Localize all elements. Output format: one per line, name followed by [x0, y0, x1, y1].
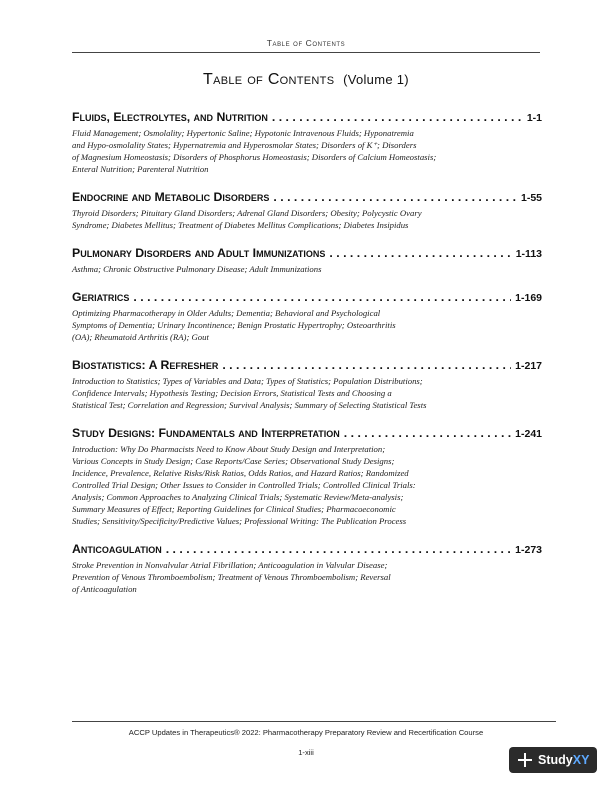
topic-line: Optimizing Pharmacotherapy in Older Adults; Dementia; Behavioral and Psychological	[72, 308, 381, 318]
topic-line: Syndrome; Diabetes Mellitus; Treatment of Diabetes Mellitus Complications; Diabetes Insipidus	[72, 220, 409, 230]
toc-entry-heading[interactable]	[72, 190, 542, 206]
topic-line: Various Concepts in Study Design; Case Reports/Case Series; Observational Study Designs;	[72, 456, 395, 466]
dot-leader	[329, 246, 511, 261]
topic-line: Introduction: Why Do Pharmacists Need to Know About Study Design and Interpretation;	[72, 444, 386, 454]
toc-entry-topics	[72, 307, 542, 343]
topic-line: Statistical Test; Correlation and Regression; Survival Analysis; Summary of Selecting Statistical Tests	[72, 400, 427, 410]
topic-line: Symptoms of Dementia; Urinary Incontinence; Benign Prostatic Hypertrophy; Osteoarthritis	[72, 320, 396, 330]
toc-entry-heading[interactable]	[72, 290, 542, 306]
toc-entry-title[interactable]: Endocrine and Metabolic Disorders	[72, 190, 270, 204]
toc-entry[interactable]	[72, 426, 542, 527]
topic-line: Fluid Management; Osmolality; Hypertonic Saline; Hypotonic Intravenous Fluids; Hyponatremia	[72, 128, 414, 138]
toc-entry-page[interactable]: 1-169	[515, 292, 542, 304]
toc-entry[interactable]	[72, 290, 542, 343]
toc-entry-page[interactable]: 1-1	[526, 112, 542, 124]
toc-entry-title[interactable]: Fluids, Electrolytes, and Nutrition	[72, 110, 268, 124]
toc-entry[interactable]	[72, 190, 542, 231]
topic-line: of Anticoagulation	[72, 584, 137, 594]
header-divider	[72, 52, 540, 53]
toc-list	[72, 110, 542, 610]
toc-entry-page[interactable]: 1-217	[515, 360, 542, 372]
toc-entry-topics	[72, 559, 542, 595]
toc-entry-page[interactable]: 1-273	[515, 544, 542, 556]
toc-entry-title[interactable]: Study Designs: Fundamentals and Interpretation	[72, 426, 340, 440]
toc-entry-title[interactable]: Geriatrics	[72, 290, 130, 304]
topic-line: Introduction to Statistics; Types of Variables and Data; Types of Statistics; Population Distributions;	[72, 376, 423, 386]
footer-divider	[72, 721, 556, 722]
topic-line: Studies; Sensitivity/Specificity/Predictive Values; Professional Writing: The Publication Process	[72, 516, 407, 526]
footer-text: ACCP Updates in Therapeutics® 2022: Pharmacotherapy Preparatory Review and Recertification Course	[128, 728, 484, 737]
toc-entry-title[interactable]: Pulmonary Disorders and Adult Immunizations	[72, 246, 326, 260]
plus-icon	[517, 752, 533, 768]
toc-entry[interactable]	[72, 358, 542, 411]
dot-leader	[272, 110, 523, 125]
dot-leader	[133, 290, 511, 305]
page-number: 1-xiii	[298, 748, 314, 757]
topic-line: Prevention of Venous Thromboembolism; Treatment of Venous Thromboembolism; Reversal	[72, 572, 391, 582]
toc-entry[interactable]	[72, 110, 542, 175]
running-head: Table of Contents	[266, 38, 346, 48]
toc-entry-page[interactable]: 1-113	[515, 248, 542, 260]
dot-leader	[273, 190, 517, 205]
topic-line: Incidence, Prevalence, Relative Risks/Risk Ratios, Odds Ratios, and Hazard Ratios; Randomized	[72, 468, 409, 478]
topic-line: and Hypo-osmolality States; Hypernatremia and Hyperosmolar States; Disorders of K⁺; Disorders	[72, 140, 417, 150]
toc-entry-heading[interactable]	[72, 542, 542, 558]
toc-entry-page[interactable]: 1-241	[515, 428, 542, 440]
toc-entry-topics	[72, 207, 542, 231]
brand-xy: XY	[572, 753, 590, 767]
toc-entry-heading[interactable]	[72, 358, 542, 374]
page-title	[0, 71, 612, 89]
studyxy-watermark[interactable]	[509, 747, 597, 773]
toc-entry-topics	[72, 263, 542, 275]
toc-entry-heading[interactable]	[72, 426, 542, 442]
toc-entry-topics	[72, 443, 542, 527]
brand-study: Study	[538, 753, 573, 767]
volume-label: (Volume 1)	[343, 72, 409, 87]
topic-line: (OA); Rheumatoid Arthritis (RA); Gout	[72, 332, 209, 342]
dot-leader	[222, 358, 511, 373]
toc-entry-heading[interactable]	[72, 246, 542, 262]
dot-leader	[344, 426, 511, 441]
dot-leader	[166, 542, 511, 557]
toc-entry-title[interactable]: Anticoagulation	[72, 542, 162, 556]
page-title-main: Table of Contents	[203, 71, 335, 88]
toc-entry[interactable]	[72, 542, 542, 595]
topic-line: Asthma; Chronic Obstructive Pulmonary Disease; Adult Immunizations	[72, 264, 322, 274]
toc-entry-page[interactable]: 1-55	[520, 192, 542, 204]
topic-line: Thyroid Disorders; Pituitary Gland Disorders; Adrenal Gland Disorders; Obesity; Polycystic Ovary	[72, 208, 422, 218]
topic-line: Summary Measures of Effect; Reporting Guidelines for Clinical Studies; Pharmacoeconomic	[72, 504, 396, 514]
topic-line: Controlled Trial Design; Other Issues to Consider in Controlled Trials; Controlled Clinical Trials:	[72, 480, 416, 490]
topic-line: Stroke Prevention in Nonvalvular Atrial Fibrillation; Anticoagulation in Valvular Disease;	[72, 560, 388, 570]
toc-entry-title[interactable]: Biostatistics: A Refresher	[72, 358, 219, 372]
toc-entry-topics	[72, 127, 542, 175]
topic-line: Confidence Intervals; Hypothesis Testing; Decision Errors, Statistical Tests and Choosing a	[72, 388, 392, 398]
toc-entry-heading[interactable]	[72, 110, 542, 126]
topic-line: of Magnesium Homeostasis; Disorders of Phosphorus Homeostasis; Disorders of Calcium Homeostasis;	[72, 152, 437, 162]
toc-entry[interactable]	[72, 246, 542, 275]
toc-entry-topics	[72, 375, 542, 411]
topic-line: Enteral Nutrition; Parenteral Nutrition	[72, 164, 209, 174]
topic-line: Analysis; Common Approaches to Analyzing Clinical Trials; Systematic Review/Meta-analysis;	[72, 492, 404, 502]
